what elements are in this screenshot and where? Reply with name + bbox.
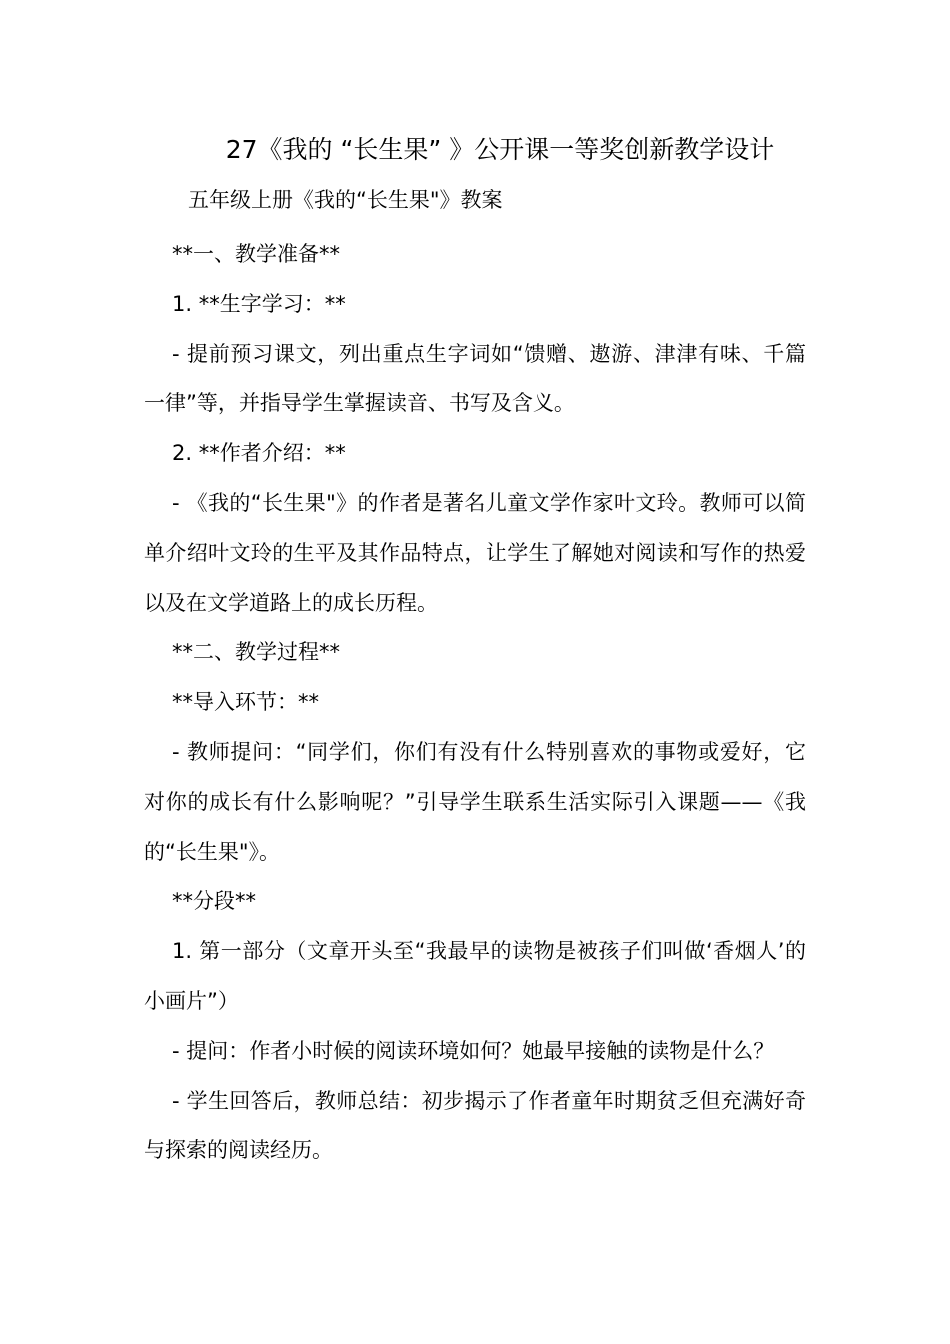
document-title: 27《我的 “长生果” 》公开课一等奖创新教学设计 <box>225 135 775 164</box>
paragraph-question: - 提问：作者小时候的阅读环境如何？她最早接触的读物是什么？ <box>172 1038 775 1063</box>
paragraph-part-one: 1. 第一部分（文章开头至“我最早的读物是被孩子们叫做‘香烟人’的小画片”） <box>144 939 806 1013</box>
section-heading-preparation: **一、教学准备** <box>172 242 340 266</box>
item-heading-sections: **分段** <box>172 889 256 914</box>
item-heading-vocabulary: 1. **生字学习：** <box>172 291 346 316</box>
paragraph-intro: - 教师提问：“同学们，你们有没有什么特别喜欢的事物或爱好，它对你的成长有什么影响呢？”引导学生联系生活实际引入课题——《我的“长生果"》。 <box>144 739 806 864</box>
paragraph-author: - 《我的“长生果"》的作者是著名儿童文学作家叶文玲。教师可以简单介绍叶文玲的生平及其作品特点，让学生了解她对阅读和写作的热爱以及在文学道路上的成长历程。 <box>144 490 806 615</box>
document-body <box>144 230 806 1176</box>
item-heading-intro: **导入环节：** <box>172 690 319 715</box>
section-heading-process: **二、教学过程** <box>172 640 340 665</box>
item-heading-author: 2. **作者介绍：** <box>172 441 346 466</box>
paragraph-summary: - 学生回答后，教师总结：初步揭示了作者童年时期贫乏但充满好奇与探索的阅读经历。 <box>144 1088 806 1163</box>
document-subtitle: 五年级上册《我的“长生果"》教案 <box>188 188 503 212</box>
paragraph-vocabulary: - 提前预习课文，列出重点生字词如“馈赠、遨游、津津有味、千篇一律”等，并指导学生掌握读音、书写及含义。 <box>144 341 806 416</box>
